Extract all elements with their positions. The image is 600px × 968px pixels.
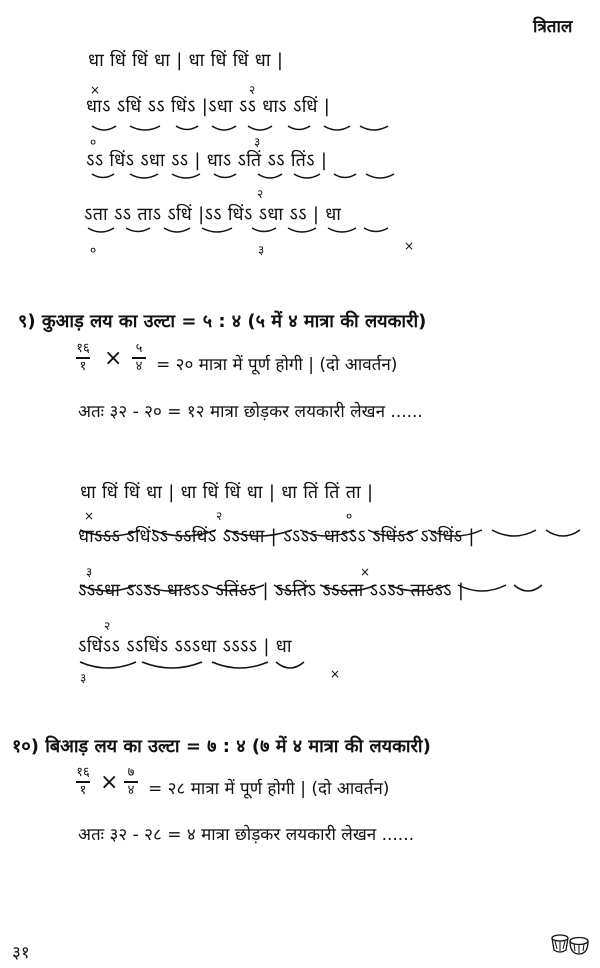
page-title: त्रिताल <box>533 17 573 37</box>
fraction-denominator: १ <box>79 358 87 374</box>
khali-mark: ० <box>90 243 97 257</box>
fraction <box>124 766 138 798</box>
fraction-denominator: ४ <box>135 358 143 374</box>
tali-mark: ३ <box>258 243 265 257</box>
result-text: = २८ मात्रा में पूर्ण होगी | (दो आवर्तन) <box>148 779 390 799</box>
atah-text: अतः ३२ - २८ = ४ मात्रा छोड़कर लयकारी लेखन ...... <box>78 825 414 845</box>
page-number: ३१ <box>12 943 30 963</box>
laykari-line: ऽता ऽऽ ताऽ ऽधिं |ऽऽ धिंऽ ऽधा ऽऽ | धा <box>84 204 342 225</box>
times-sign: × <box>100 770 119 795</box>
tali-mark: २ <box>216 509 223 523</box>
result-text: = २० मात्रा में पूर्ण होगी | (दो आवर्तन) <box>156 355 398 375</box>
tali-mark: ३ <box>254 135 261 149</box>
fraction <box>76 342 90 374</box>
fraction-numerator: १६ <box>76 341 90 356</box>
tali-mark: २ <box>104 619 111 633</box>
atah-text: अतः ३२ - २० = १२ मात्रा छोड़कर लयकारी लेखन ...... <box>78 402 423 422</box>
sam-mark: × <box>90 83 101 97</box>
fraction-denominator: १ <box>79 782 87 798</box>
laykari-line: धाऽऽऽ ऽधिंऽऽ ऽऽधिंऽ ऽऽऽधा | ऽऽऽऽ धाऽऽऽ ऽधिंऽऽ ऽऽधिंऽ | <box>78 526 475 547</box>
section-heading: १०) बिआड़ लय का उल्टा = ७ : ४ (७ में ४ मात्रा की लयकारी) <box>12 736 431 757</box>
fraction-numerator: ७ <box>127 765 135 780</box>
laykari-line: ऽऽ धिंऽ ऽधा ऽऽ | धाऽ ऽतिं ऽऽ तिंऽ | <box>86 150 328 171</box>
laykari-line: धाऽ ऽधिं ऽऽ धिंऽ |ऽधा ऽऽ धाऽ ऽधिं | <box>86 96 331 117</box>
tali-mark: २ <box>257 187 264 201</box>
sam-mark: × <box>360 565 371 579</box>
fraction <box>132 342 146 374</box>
theka-line: धा धिं धिं धा | धा धिं धिं धा | <box>88 50 284 71</box>
theka-line: धा धिं धिं धा | धा धिं धिं धा | धा तिं तिं ता | <box>80 482 374 503</box>
tali-mark: ३ <box>80 671 87 685</box>
laykari-line: ऽधिंऽऽ ऽऽधिंऽ ऽऽऽधा ऽऽऽऽ | धा <box>78 636 292 657</box>
khali-mark: ० <box>346 509 353 523</box>
tali-mark: २ <box>249 83 256 97</box>
fraction-denominator: ४ <box>127 782 135 798</box>
section-heading: ९) कुआड़ लय का उल्टा = ५ : ४ (५ में ४ मात्रा की लयकारी) <box>18 311 427 332</box>
sam-mark: × <box>330 667 341 681</box>
fraction-numerator: ५ <box>135 341 143 356</box>
times-sign: × <box>104 346 123 371</box>
laykari-line: ऽऽऽधा ऽऽऽऽ धाऽऽऽ ऽतिंऽऽ | ऽऽतिंऽ ऽऽऽता ऽऽऽऽ ताऽऽऽ | <box>78 580 465 601</box>
tali-mark: ३ <box>86 565 93 579</box>
tabla-icon <box>550 932 590 956</box>
khali-mark: ० <box>90 135 97 149</box>
sam-mark: × <box>84 509 95 523</box>
fraction-numerator: १६ <box>76 765 90 780</box>
fraction <box>76 766 90 798</box>
sam-mark: × <box>404 239 415 253</box>
